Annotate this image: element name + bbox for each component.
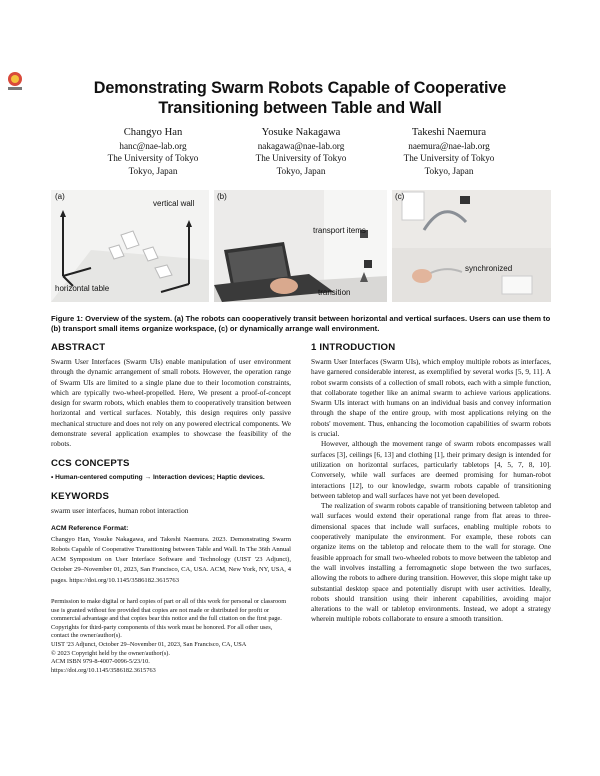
author-location: Tokyo, Japan	[128, 165, 178, 176]
permission-venue: UIST '23 Adjunct, October 29–November 01, 2023, San Francisco, CA, USA	[51, 641, 247, 649]
keywords-text: swarm user interfaces, human robot interaction	[51, 505, 189, 515]
permission-block	[51, 598, 291, 675]
transport-items-label: transport items	[313, 226, 366, 235]
author-block-2	[216, 126, 386, 177]
panel-label-a: (a)	[55, 192, 65, 201]
vertical-wall-label: vertical wall	[153, 199, 195, 208]
ccs-heading: CCS CONCEPTS	[51, 457, 130, 469]
transition-label: transition	[318, 288, 351, 297]
figure-panel-c	[392, 190, 551, 302]
left-column	[51, 342, 291, 675]
horizontal-table-label: horizontal table	[55, 284, 110, 293]
author-name: Yosuke Nakagawa	[261, 127, 341, 138]
figure-1	[51, 190, 551, 302]
panel-label-b: (b)	[217, 192, 227, 201]
figure-panel-a	[51, 190, 209, 302]
author-location: Tokyo, Japan	[276, 165, 326, 176]
figure-caption: Figure 1: Overview of the system. (a) The robots can cooperatively transit between horizontal and vertical surfaces. Users can use them to (b) transport small items organize workspace, (c) or dynamically arrange wall environment.	[51, 314, 551, 334]
author-email[interactable]: hanc@nae-lab.org	[119, 141, 187, 151]
author-block-3	[364, 126, 534, 177]
author-affiliation: The University of Tokyo	[403, 153, 495, 164]
keywords-heading: KEYWORDS	[51, 490, 110, 502]
acm-reference-heading: ACM Reference Format:	[51, 525, 129, 533]
author-affiliation: The University of Tokyo	[255, 153, 347, 164]
acm-reference-text: Changyo Han, Yosuke Nakagawa, and Takeshi Naemura. 2023. Demonstrating Swarm Robots Capable of Cooperative Transitioning between Table and Wall. In The 36th Annual ACM Symposium on User Interface Software and Technology (UIST '23 Adjunct), October 29–November 01, 2023, San Francisco, CA, USA. ACM, New York, NY, USA, 4 pages. https://doi.org/10.1145/3586182.3615763	[51, 535, 291, 584]
permission-doi[interactable]: https://doi.org/10.1145/3586182.3615763	[51, 666, 156, 674]
permission-copyright: © 2023 Copyright held by the owner/author(s).	[51, 649, 170, 657]
author-location: Tokyo, Japan	[424, 165, 474, 176]
permission-text: Permission to make digital or hard copies of part or all of this work for personal or classroom use is granted without fee provided that copies are not made or distributed for profit or commercial advantage and that copies bear this notice and the full citation on the first page. Copyrights for third-party components of this work must be honored. For all other uses, contact the owner/author(s).	[51, 598, 287, 640]
author-block-1	[68, 126, 238, 177]
paper-title: Demonstrating Swarm Robots Capable of Cooperative Transitioning between Table and Wall	[93, 79, 507, 117]
author-name: Takeshi Naemura	[411, 127, 487, 138]
ccs-text: • Human-centered computing → Interaction devices; Haptic devices.	[51, 473, 265, 481]
abstract-text: Swarm User Interfaces (Swarm UIs) enable manipulation of user environment through the dynamic arrangement of small robots. However, the operation range of Swarm UIs are limited to a single plane due to their locomotion constraints, which are typically two-wheel-propelled. Here, We present a proof-of-concept design for swarm robots, which enables them to cooperatively transition between horizontal and vertical surfaces. Notably, this design requires only passive mechanical structure and does not rely on any powered electrical components. We demonstrate several application examples to showcase the feasibility of the robots.	[51, 357, 291, 449]
synchronized-label: synchronized	[465, 264, 513, 273]
author-email[interactable]: nakagawa@nae-lab.org	[257, 141, 345, 151]
right-column	[311, 342, 551, 625]
author-name: Changyo Han	[123, 127, 183, 138]
author-email[interactable]: naemura@nae-lab.org	[408, 141, 490, 151]
author-affiliation: The University of Tokyo	[107, 153, 199, 164]
intro-paragraph: However, although the movement range of swarm robots encompasses wall surfaces [3], ceilings [6, 13] and clothing [1], their primary design is intended for utilization on horizontal surfaces, particularly tabletops [4, 5, 7, 8, 10]. Conversely, while wall surfaces are deemed promising for human-robot interactions [12], to our knowledge, swarm robots capable of transitioning between tabletop and wall surfaces have not yet been developed.	[311, 439, 551, 500]
acm-badge-icon	[4, 70, 26, 92]
figure-panel-b	[214, 190, 387, 302]
intro-heading: 1 INTRODUCTION	[311, 342, 396, 353]
intro-paragraph: The realization of swarm robots capable of transitioning between tabletop and wall surfaces would extend their operational range from flat areas to three-dimensional spaces that include wall surfaces, enabling multiple robots to cooperatively manipulate the environment. For example, these robots can organize items on the tabletop and relocate them to the wall for storage. One feasible approach for small two-wheeled robots to move between the tabletop and the wall involves installing a ferromagnetic slope between the two surfaces, allowing the robots to adhere during transition. However, this slope might take up substantial desktop space and potentially disrupt with user activities. Ideally, robots should transition using their inherent capabilities, avoiding major alterations to the wall or tabletop environments. Instead, we adopt a strategy wherein multiple robots collaborate to ensure a smooth transition.	[311, 501, 551, 624]
intro-paragraph: Swarm User Interfaces (Swarm UIs), which employ multiple robots as interfaces, have garnered considerable interest, as exemplified by several works [5, 9, 11]. A robot swarm consists of a collection of small robots, each with a simple function, that collaborate together like an animal swarm to achieve various applications. Swarm UIs interact with humans on an individual basis and convey information through the shape of the entire group, with most applications relying on the robots' movement. Thus, enhancing the locomotion capabilities of swarm robots is crucial.	[311, 357, 551, 439]
panel-label-c: (c)	[395, 192, 405, 201]
abstract-heading: ABSTRACT	[51, 342, 106, 353]
permission-isbn: ACM ISBN 979-8-4007-0096-5/23/10.	[51, 658, 150, 666]
